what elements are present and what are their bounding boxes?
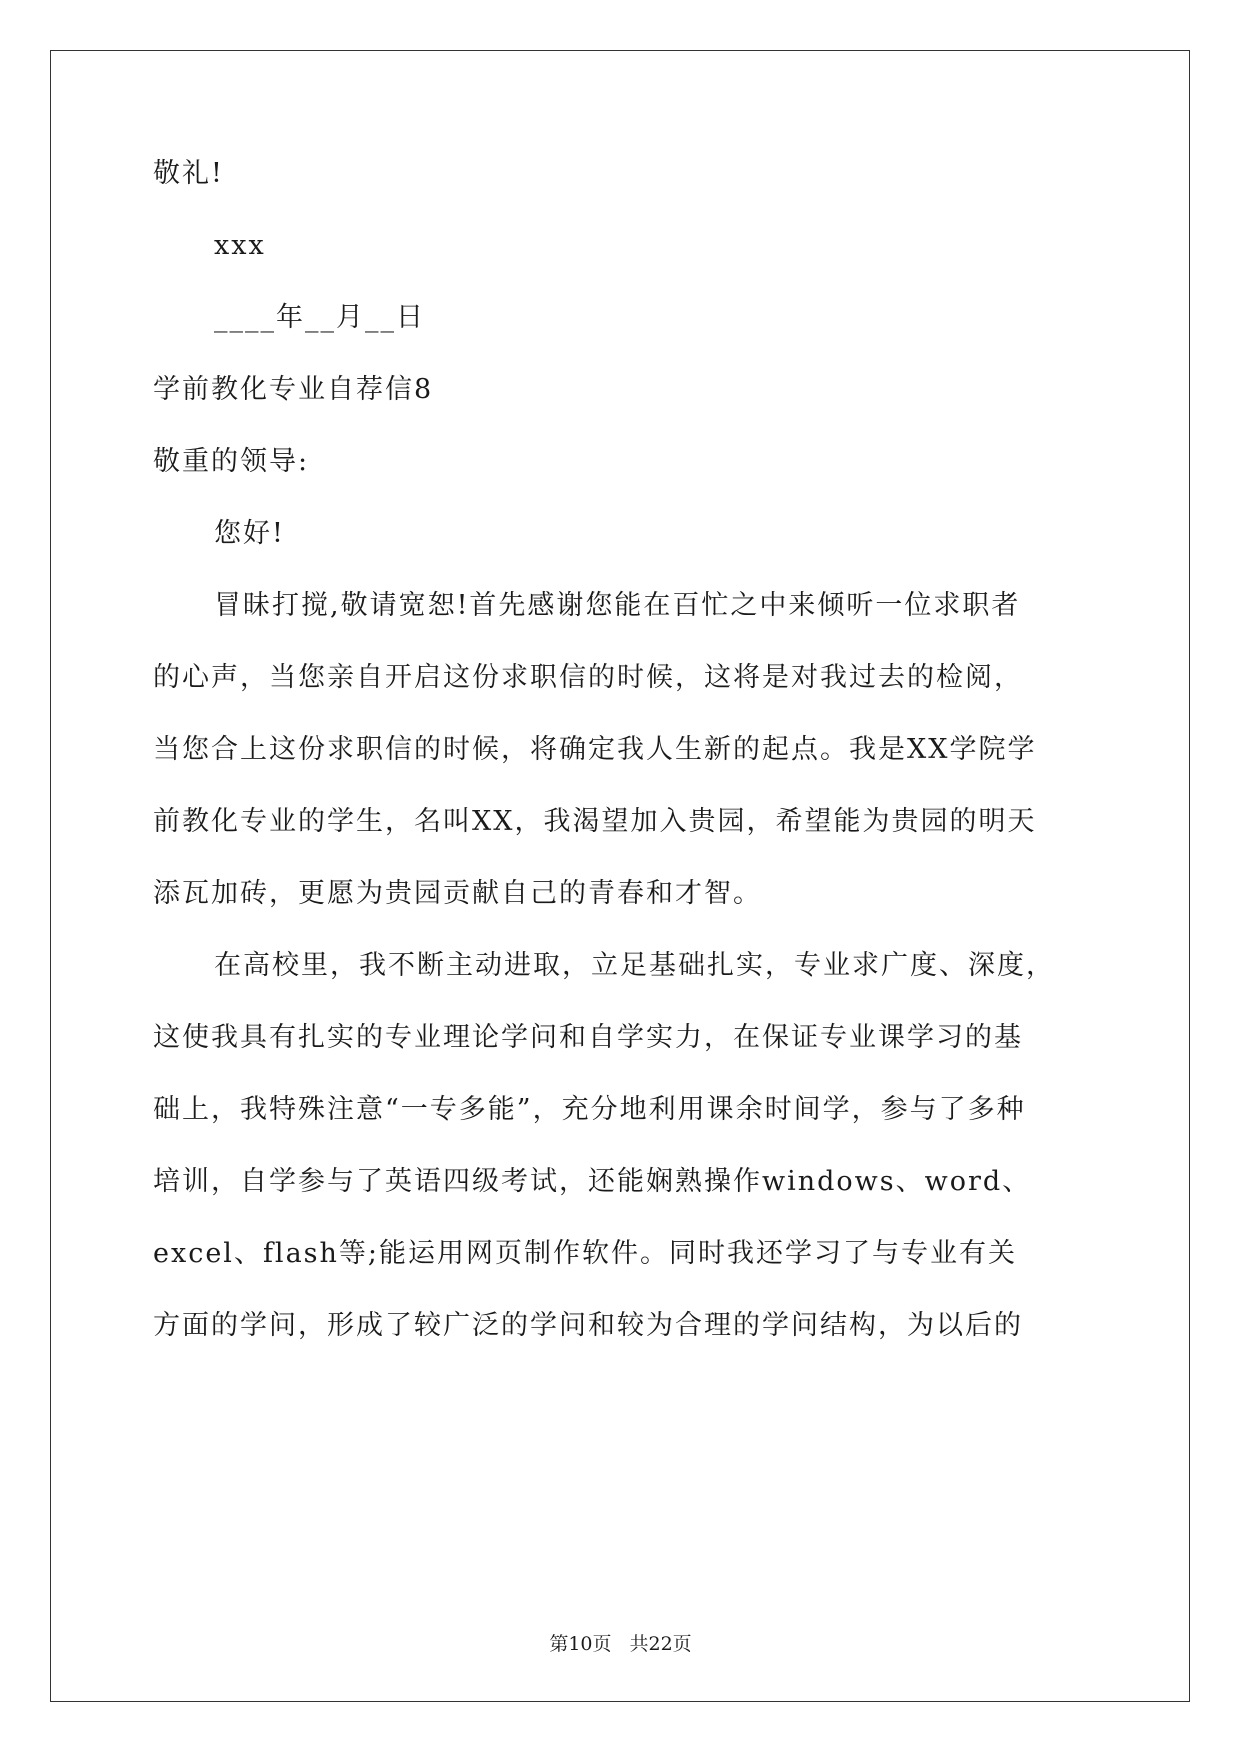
paragraph-line: 方面的学问，形成了较广泛的学问和较为合理的学问结构，为以后的 xyxy=(153,1310,1023,1341)
paragraph-line: 的心声，当您亲自开启这份求职信的时候，这将是对我过去的检阅， xyxy=(153,662,1023,693)
page-number: 第10页 xyxy=(549,1633,612,1655)
paragraph-line: 在高校里，我不断主动进取，立足基础扎实，专业求广度、深度， xyxy=(214,950,1055,981)
paragraph-line: excel、flash等;能运用网页制作软件。同时我还学习了与专业有关 xyxy=(153,1238,1018,1269)
date-line: ____年__月__日 xyxy=(214,302,425,333)
letter-hello: 您好! xyxy=(214,518,285,549)
paragraph-line: 培训，自学参与了英语四级考试，还能娴熟操作windows、word、 xyxy=(153,1166,1032,1197)
paragraph-line: 冒昧打搅,敬请宽恕!首先感谢您能在百忙之中来倾听一位求职者 xyxy=(214,590,1021,621)
paragraph-line: 这使我具有扎实的专业理论学问和自学实力，在保证专业课学习的基 xyxy=(153,1022,1023,1053)
paragraph-line: 前教化专业的学生，名叫XX，我渴望加入贵园，希望能为贵园的明天 xyxy=(153,806,1037,837)
letter-title: 学前教化专业自荐信8 xyxy=(153,374,434,405)
letter-greeting: 敬重的领导: xyxy=(153,446,310,477)
page-footer xyxy=(0,1632,1241,1656)
paragraph-line: 添瓦加砖，更愿为贵园贡献自己的青春和才智。 xyxy=(153,878,762,909)
paragraph-line: 础上，我特殊注意“一专多能”，充分地利用课余时间学，参与了多种 xyxy=(153,1094,1026,1125)
page-total: 共22页 xyxy=(629,1633,692,1655)
signature: xxx xyxy=(214,230,266,261)
closing-salute: 敬礼! xyxy=(153,158,224,189)
paragraph-line: 当您合上这份求职信的时候，将确定我人生新的起点。我是XX学院学 xyxy=(153,734,1037,765)
